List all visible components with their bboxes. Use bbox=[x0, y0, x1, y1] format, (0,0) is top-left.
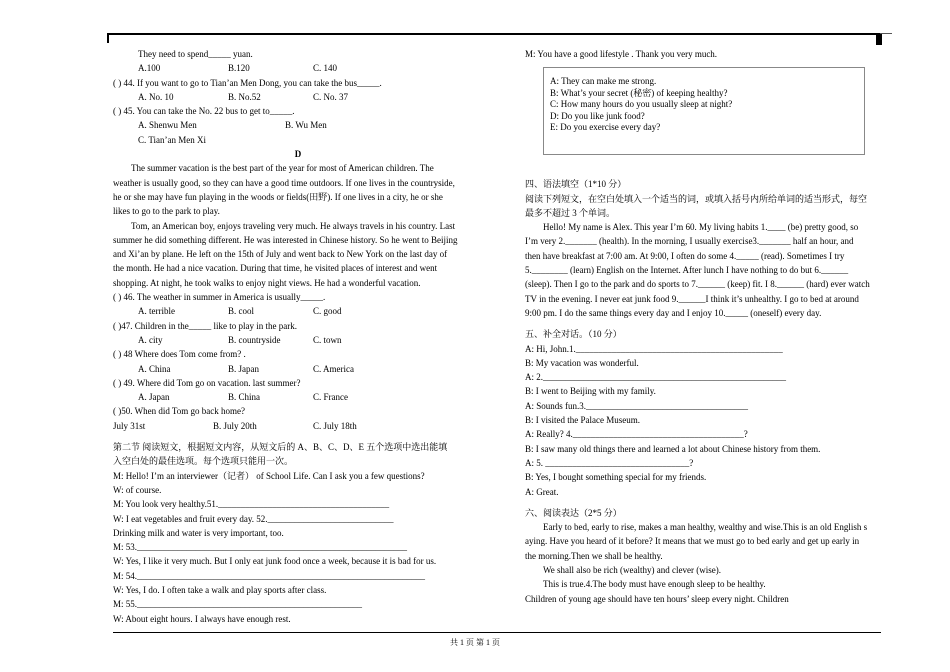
reading-passage-line: the morning.Then we shall be healthy. bbox=[525, 550, 663, 561]
option-item: A: They can make me strong. bbox=[550, 76, 657, 87]
q49-option-a: A. Japan bbox=[138, 392, 170, 403]
section4-instruction: 最多不超过 3 个单词。 bbox=[525, 207, 616, 218]
q43-option-a: A.100 bbox=[138, 63, 161, 74]
q47-options bbox=[113, 333, 513, 347]
passage-d-line: the month. He had a nice vacation. During that time, he visited places of interest and went bbox=[113, 263, 438, 274]
section6-title: 六、阅读表达（2*5 分） bbox=[525, 507, 622, 518]
dialogue-line: M: 54.________________________________________________________________ bbox=[113, 570, 426, 581]
section2-instruction: 入空白处的最佳选项。每个选项只能用一次。 bbox=[113, 456, 294, 467]
passage-d-line: he or she may have fun playing in the woods or fields(田野). If one lives in a city, he or she bbox=[113, 191, 443, 202]
options-box bbox=[543, 67, 865, 155]
q48-options bbox=[113, 362, 513, 376]
q47-stem: ( )47. Children in the_____ like to play in the park. bbox=[113, 320, 297, 331]
grammar-passage-line: Hello! My name is Alex. This year I’m 60. My living habits 1.____ (be) pretty good, so bbox=[543, 222, 859, 233]
reading-passage-line: Children of young age should have ten hours’ sleep every night. Children bbox=[525, 593, 789, 604]
reading-passage-line: This is true.4.The body must have enough sleep to be healthy. bbox=[543, 579, 766, 590]
conversation-line: A: 2.______________________________________________________ bbox=[525, 372, 786, 383]
dialogue-line: M: 55.__________________________________________________ bbox=[113, 599, 363, 610]
q49-stem: ( ) 49. Where did Tom go on vacation. last summer? bbox=[113, 377, 301, 388]
reading-passage-line: Early to bed, early to rise, makes a man healthy, wealthy and wise.This is an old English s bbox=[543, 522, 868, 533]
q49-option-c: C. France bbox=[313, 392, 348, 403]
grammar-passage-line: (sleep). Then I go to the park and do sports to 7.______ (keep) fit. I 8.______ (hard) ever watch bbox=[525, 279, 870, 290]
q50-option-b: B. July 20th bbox=[213, 420, 257, 431]
dialogue-line: M: 53.____________________________________________________________ bbox=[113, 542, 408, 553]
option-item: C: How many hours do you usually sleep at night? bbox=[550, 99, 733, 110]
q44-option-a: A. No. 10 bbox=[138, 91, 174, 102]
page-corner-mark bbox=[876, 33, 882, 45]
reading-passage-line: aying. Have you heard of it before? It means that we must go to bed early and get up early in bbox=[525, 536, 860, 547]
q50-option-c: C. July 18th bbox=[313, 420, 357, 431]
q44-options bbox=[113, 90, 513, 104]
q48-option-c: C. America bbox=[313, 363, 354, 374]
q47-option-b: B. countryside bbox=[228, 334, 281, 345]
dialogue-line: M: Hello! I’m an interviewer（记者） of School Life. Can I ask you a few questions? bbox=[113, 470, 425, 481]
right-column bbox=[525, 47, 895, 606]
page-top-border bbox=[107, 33, 880, 43]
passage-d-line: summer he did something different. He was interested in Chinese history. So he went to Beijing bbox=[113, 234, 458, 245]
q44-option-c: C. No. 37 bbox=[313, 91, 349, 102]
q43-option-c: C. 140 bbox=[313, 63, 338, 74]
q48-option-b: B. Japan bbox=[228, 363, 259, 374]
conversation-line: A: Really? 4.______________________________________? bbox=[525, 429, 748, 440]
section5-title: 五、补全对话。（10 分） bbox=[525, 329, 622, 340]
q43-option-b: B.120 bbox=[228, 63, 250, 74]
q43-options bbox=[113, 61, 513, 75]
page-corner-line bbox=[880, 33, 892, 34]
q45-option-c: C. Tian’an Men Xi bbox=[138, 134, 207, 145]
footer-divider bbox=[113, 632, 881, 633]
option-item: E: Do you exercise every day? bbox=[550, 122, 661, 133]
q46-option-a: A. terrible bbox=[138, 306, 175, 317]
q45-option-b: B. Wu Men bbox=[285, 120, 327, 131]
q50-options bbox=[113, 419, 513, 433]
passage-d-line: shopping. At night, he took walks to enjoy night views. He had a wonderful vacation. bbox=[113, 277, 421, 288]
dialogue-closing: M: You have a good lifestyle . Thank you very much. bbox=[525, 49, 718, 59]
q43-stem-tail: They need to spend_____ yuan. bbox=[138, 49, 253, 59]
passage-d-line: likes to go to the park to play. bbox=[113, 206, 220, 217]
q49-options bbox=[113, 390, 513, 404]
section4-title: 四、语法填空（1*10 分） bbox=[525, 179, 627, 190]
option-item: D: Do you like junk food? bbox=[550, 110, 645, 121]
passage-d-line: and Xi’an by plane. He left on the 15th of July and went back to New York on the last day of bbox=[113, 249, 448, 260]
grammar-passage-line: 9:00 pm. I do the same things every day and I enjoy 10._____ (oneself) every day. bbox=[525, 307, 822, 318]
left-column bbox=[113, 47, 513, 626]
dialogue-line: W: About eight hours. I always have enough rest. bbox=[113, 613, 291, 624]
dialogue-line: W: Yes, I do. I often take a walk and play sports after class. bbox=[113, 584, 327, 595]
conversation-line: B: I went to Beijing with my family. bbox=[525, 386, 656, 397]
passage-d-line: The summer vacation is the best part of the year for most of American children. The bbox=[131, 163, 434, 174]
q46-option-c: C. good bbox=[313, 306, 342, 317]
reading-passage-line: We shall also be rich (wealthy) and clever (wise). bbox=[543, 565, 721, 576]
conversation-line: A: Hi, John.1.______________________________________________ bbox=[525, 343, 783, 354]
conversation-line: B: My vacation was wonderful. bbox=[525, 357, 639, 368]
section4-instruction: 阅读下列短文，在空白处填入一个适当的词，或填入括号内所给单词的适当形式，每空 bbox=[525, 193, 868, 204]
dialogue-line: M: You look very healthy.51.______________________________________ bbox=[113, 499, 390, 510]
section2-instruction: 第二节 阅读短文，根据短文内容，从短文后的 A、B、C、D、E 五个选项中选出能填 bbox=[113, 442, 448, 453]
q46-option-b: B. cool bbox=[228, 306, 254, 317]
page-footer: 共 1 页 第 1 页 bbox=[450, 638, 500, 647]
passage-d-line: weather is usually good, so they can have a good time outdoors. If one lives in the countryside, bbox=[113, 177, 455, 188]
q46-options bbox=[113, 304, 513, 318]
q44-stem: ( ) 44. If you want to go to Tian’an Men Dong, you can take the bus_____. bbox=[113, 77, 382, 88]
dialogue-line: W: of course. bbox=[113, 484, 162, 495]
q45-options bbox=[113, 118, 513, 132]
dialogue-line: W: Yes, I like it very much. But I only eat junk food once a week, because it is bad for us. bbox=[113, 556, 437, 567]
q50-stem: ( )50. When did Tom go back home? bbox=[113, 406, 246, 417]
conversation-line: B: I visited the Palace Museum. bbox=[525, 415, 640, 426]
passage-d-line: Tom, an American boy, enjoys traveling very much. He always travels in his country. Last bbox=[131, 220, 456, 231]
grammar-passage-line: then have breakfast at 7:00 am. At 9:00, I often do some 4._____ (read). Sometimes I try bbox=[525, 250, 845, 261]
q49-option-b: B. China bbox=[228, 392, 261, 403]
dialogue-line: W: I eat vegetables and fruit every day. 52.____________________________ bbox=[113, 513, 394, 524]
q50-option-a: July 31st bbox=[113, 420, 146, 431]
q47-option-a: A. city bbox=[138, 334, 163, 345]
dialogue-line: Drinking milk and water is very important, too. bbox=[113, 527, 284, 538]
grammar-passage-line: 5.________ (learn) English on the Internet. After lunch I have nothing to do but 6.______ bbox=[525, 265, 849, 276]
q46-stem: ( ) 46. The weather in summer in America is usually_____. bbox=[113, 292, 326, 303]
q45-stem: ( ) 45. You can take the No. 22 bus to get to_____. bbox=[113, 106, 295, 117]
q44-option-b: B. No.52 bbox=[228, 91, 261, 102]
option-item: B: What’s your secret (秘密) of keeping healthy? bbox=[550, 87, 728, 98]
section-d-heading: D bbox=[294, 149, 302, 160]
conversation-line: B: Yes, I bought something special for my friends. bbox=[525, 472, 707, 483]
conversation-line: B: I saw many old things there and learned a lot about Chinese history from them. bbox=[525, 443, 821, 454]
grammar-passage-line: I’m very 2._______ (health). In the morning, I usually exercise3._______ half an hour, and bbox=[525, 236, 854, 247]
conversation-line: A: Sounds fun.3.____________________________________ bbox=[525, 400, 749, 411]
grammar-passage-line: TV in the evening. I never eat junk food 9.______I think it’s unhealthy. I go to bed at around bbox=[525, 293, 859, 304]
conversation-line: A: Great. bbox=[525, 486, 559, 497]
q48-stem: ( ) 48 Where does Tom come from? . bbox=[113, 349, 246, 360]
q48-option-a: A. China bbox=[138, 363, 171, 374]
q47-option-c: C. town bbox=[313, 334, 342, 345]
q45-option-a: A. Shenwu Men bbox=[138, 120, 197, 131]
conversation-line: A: 5. ________________________________? bbox=[525, 457, 694, 468]
